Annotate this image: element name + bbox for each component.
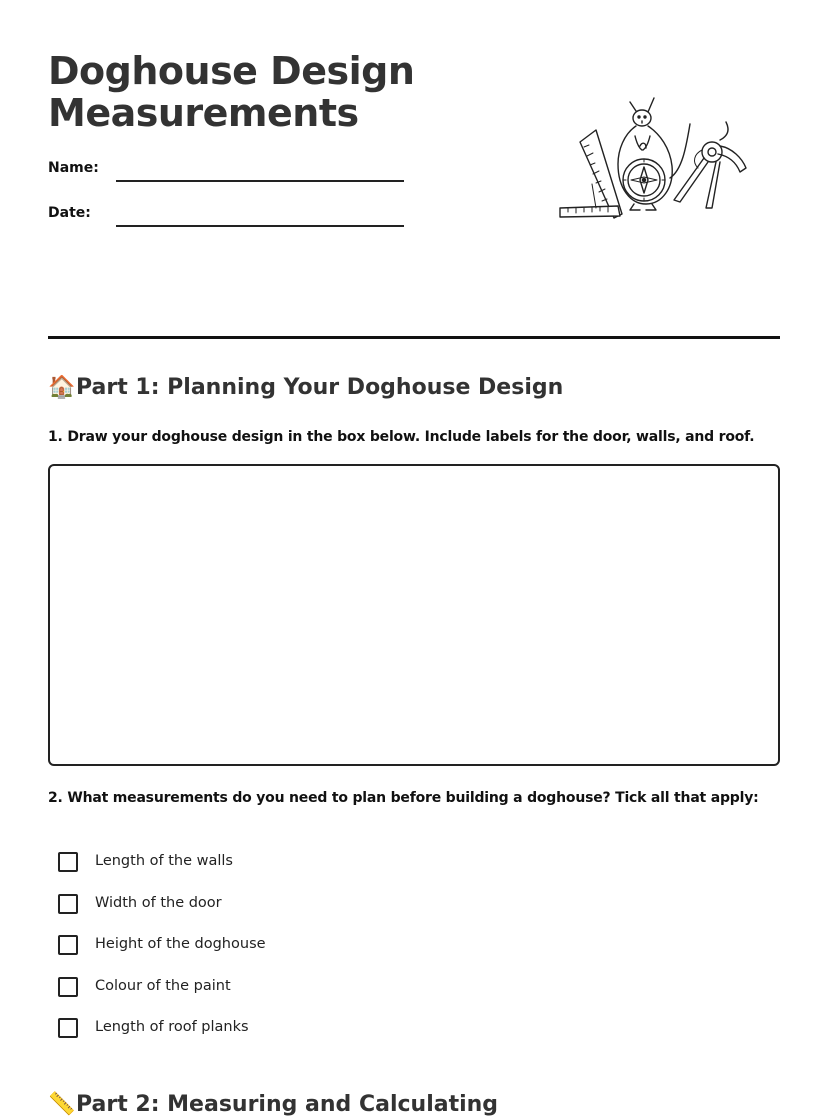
checkbox[interactable] [58,1018,78,1038]
option-label: Width of the door [95,894,222,911]
drawing-compass-icon [674,122,746,208]
date-label: Date: [48,205,91,221]
house-icon: 🏠 [48,375,76,400]
name-label: Name: [48,160,99,176]
option-label: Length of roof planks [95,1019,249,1035]
section-divider [48,336,780,339]
title-line-2: Measurements [48,91,359,135]
part1-heading [48,373,563,403]
name-field[interactable] [48,160,408,184]
question-1: 1. Draw your doghouse design in the box below. Include labels for the door, walls, and roof. [48,429,755,445]
drawing-box[interactable] [48,464,780,766]
part1-heading-text: Part 1: Planning Your Doghouse Design [76,375,564,400]
title-line-1: Doghouse Design [48,49,415,93]
ruler-emoji-icon: 📏 [48,1092,76,1117]
compass-icon [623,159,665,201]
measuring-tools-illustration [556,92,752,224]
date-field[interactable] [48,205,408,229]
ruler-icon [560,130,622,218]
part2-heading [48,1090,498,1120]
page-title [48,50,414,134]
checkbox[interactable] [58,935,78,955]
option-label: Colour of the paint [95,977,231,994]
option-label: Length of the walls [95,853,233,869]
checkbox[interactable] [58,852,78,872]
checkbox[interactable] [58,977,78,997]
question-2: 2. What measurements do you need to plan before building a doghouse? Tick all that apply: [48,790,759,806]
date-line[interactable] [116,225,404,227]
part2-heading-text: Part 2: Measuring and Calculating [76,1092,499,1117]
option-label: Height of the doghouse [95,936,266,952]
name-line[interactable] [116,180,404,182]
checkbox[interactable] [58,894,78,914]
